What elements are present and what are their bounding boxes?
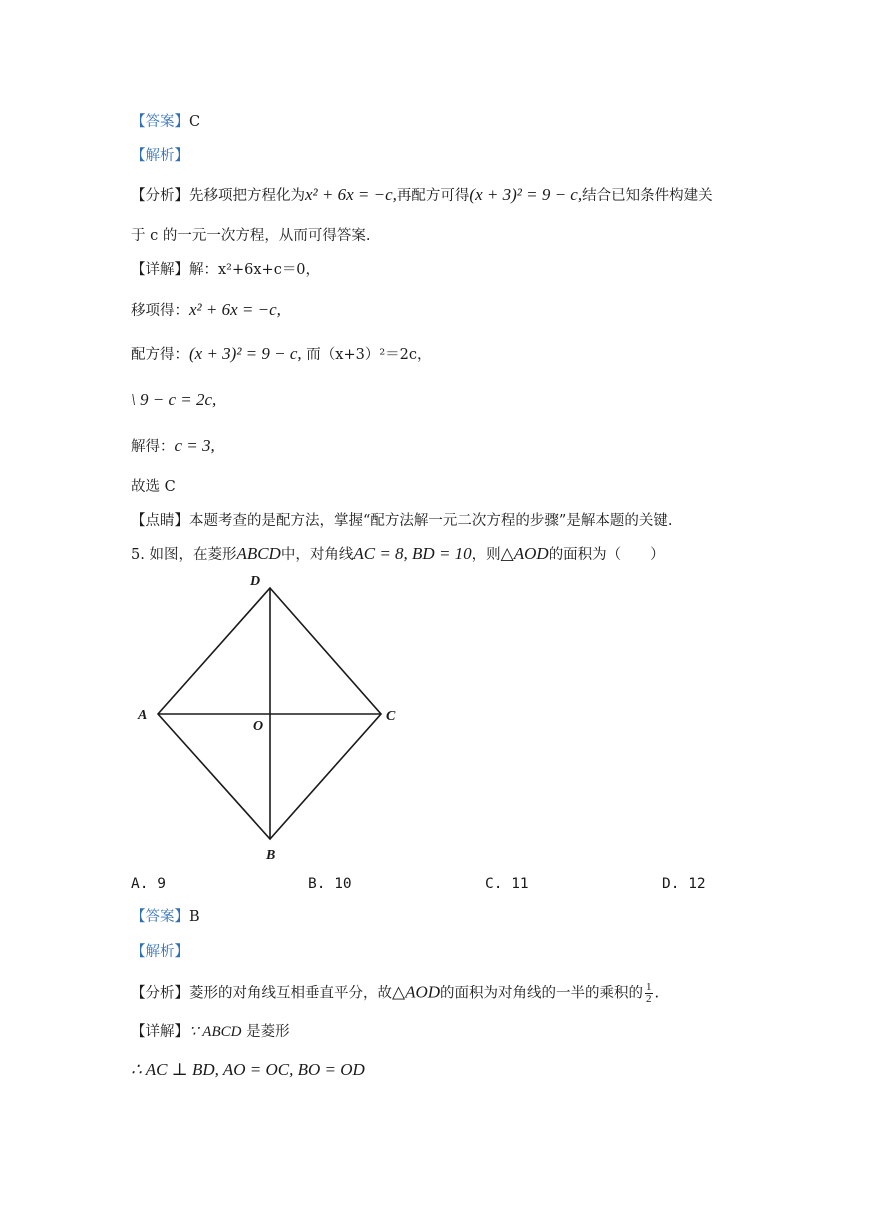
xiangjie-tag-q5: 【详解】	[131, 1024, 189, 1040]
xiangjie-q5-text: 是菱形	[246, 1024, 290, 1040]
option-d: D. 12	[662, 876, 706, 892]
step-1-math: x² + 6x = −c,	[189, 300, 281, 319]
stem-text-1: 5. 如图，在菱形	[131, 547, 237, 563]
answer-line-q4	[131, 112, 200, 132]
fenxi-line-q5	[131, 982, 659, 1005]
fenxi-line-q4	[131, 185, 713, 206]
fenxi-text-2: 再配方可得	[396, 188, 470, 204]
step-2-label: 配方得：	[131, 347, 189, 363]
stem-text-2: 中，对角线	[280, 547, 354, 563]
option-b: B. 10	[308, 876, 352, 892]
rhombus-figure	[131, 570, 421, 870]
xiangjie-tag: 【详解】	[131, 262, 189, 278]
answer-value: C	[189, 114, 201, 130]
fenxi-text-1: 先移项把方程化为	[189, 188, 305, 204]
xiangjie-text: 解：x²+6x+c＝0，	[189, 262, 321, 278]
step-4-label: 解得：	[131, 439, 175, 455]
answer-tag-q5: 【答案】	[131, 909, 189, 925]
step-2	[131, 344, 432, 365]
xiangjie-line-q4	[131, 260, 320, 280]
stem-math-2: AC = 8, BD = 10	[353, 544, 472, 563]
step-2-math: (x + 3)² = 9 − c,	[189, 344, 302, 363]
label-c: C	[386, 709, 396, 724]
dianjing-line	[131, 511, 672, 531]
fenxi-q5-text-3: .	[654, 985, 660, 1002]
stem-text-4: 的面积为（ ）	[548, 547, 665, 563]
dianjing-tag: 【点睛】	[131, 513, 189, 529]
fraction-numerator: 1	[646, 981, 652, 993]
fenxi-q5-math-1: △AOD	[392, 982, 441, 1002]
fenxi-text-3: 结合已知条件构建关	[582, 188, 713, 204]
analysis-tag: 【解析】	[131, 148, 189, 164]
label-o: O	[253, 719, 264, 734]
option-a: A. 9	[131, 876, 166, 892]
stem-text-3: ，则	[471, 547, 501, 563]
label-b: B	[266, 848, 276, 863]
stem-math-1: ABCD	[236, 544, 281, 563]
step-4-math: c = 3,	[174, 436, 215, 455]
fenxi-q5-text-1: 菱形的对角线互相垂直平分，故	[189, 985, 392, 1002]
fraction-denominator: 2	[646, 993, 652, 1005]
fenxi-q5-text-2: 的面积为对角线的一半的乘积的	[440, 985, 644, 1002]
question-5-stem	[131, 544, 665, 565]
fenxi-tag-q5: 【分析】	[131, 985, 189, 1002]
step-4	[131, 436, 215, 457]
step-2-text: 而（x+3）²＝2c，	[306, 347, 432, 363]
label-d: D	[250, 574, 261, 589]
fenxi-tag: 【分析】	[131, 188, 189, 204]
label-a: A	[138, 708, 148, 723]
analysis-heading-q5	[131, 942, 189, 962]
analysis-tag-q5: 【解析】	[131, 944, 189, 960]
fenxi-math-2: (x + 3)² = 9 − c,	[469, 185, 583, 204]
xiangjie-q5-math: ∵ ABCD	[189, 1024, 242, 1040]
step-3: \ 9 − c = 2c,	[131, 390, 217, 409]
fraction-one-half	[645, 982, 653, 1005]
answer-line-q5	[131, 907, 200, 927]
fenxi-math-1: x² + 6x = −c,	[305, 185, 397, 204]
answer-value-q5: B	[189, 909, 200, 925]
step-1	[131, 300, 281, 321]
analysis-heading-q4	[131, 146, 189, 166]
step-1-label: 移项得：	[131, 303, 189, 319]
last-math-line: ∴ AC ⊥ BD, AO = OC, BO = OD	[131, 1060, 365, 1079]
fenxi-line2-q4: 于 c 的一元一次方程，从而可得答案.	[131, 228, 371, 244]
xiangjie-line-q5	[131, 1022, 290, 1042]
dianjing-text: 本题考查的是配方法，掌握“配方法解一元二次方程的步骤”是解本题的关键.	[189, 513, 673, 529]
stem-math-3: △AOD	[500, 544, 549, 563]
answer-tag: 【答案】	[131, 114, 189, 130]
conclusion-q4: 故选 C	[131, 479, 176, 495]
option-c: C. 11	[485, 876, 529, 892]
